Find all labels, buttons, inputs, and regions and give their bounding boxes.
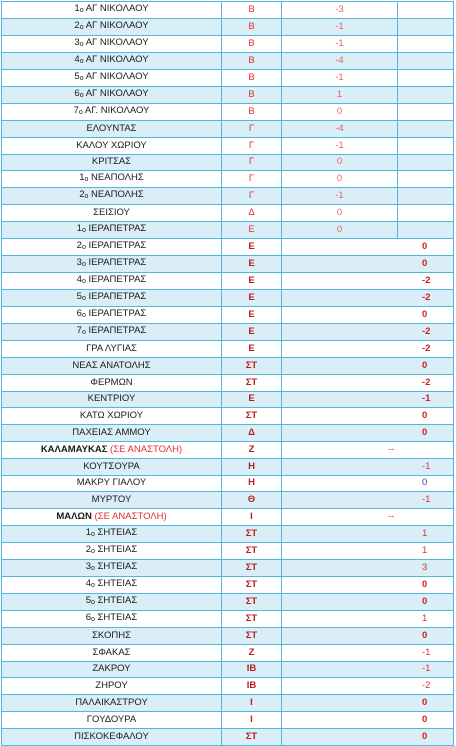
table-row <box>2 525 454 542</box>
category-cell: ΣΤ <box>222 559 282 576</box>
empty-cell <box>398 222 454 239</box>
ordinal-suffix: ο <box>91 564 95 572</box>
category-cell: Γ <box>222 137 282 154</box>
ordinal-number: 7 <box>76 325 82 337</box>
change-value-cell: -1 <box>282 36 398 53</box>
change-value-cell: 0 <box>282 425 454 442</box>
ordinal-number: 2 <box>85 543 91 555</box>
change-value-cell: 0 <box>282 307 454 324</box>
school-name: ΓΡΑ ΛΥΓΙΑΣ <box>86 343 137 355</box>
ordinal-number: 1 <box>79 172 85 184</box>
category-cell: ΣΤ <box>222 542 282 559</box>
school-name: ΑΓ ΝΙΚΟΛΑΟΥ <box>83 37 149 48</box>
change-value-cell: -2 <box>282 341 454 358</box>
change-value-cell: 0 <box>282 239 454 256</box>
change-value-cell: 0 <box>282 154 398 171</box>
table-row <box>2 188 454 205</box>
category-cell: Η <box>222 475 282 492</box>
table-row <box>2 559 454 576</box>
ordinal-number: 1 <box>85 526 91 538</box>
category-cell: Γ <box>222 188 282 205</box>
ordinal-suffix: ο <box>81 261 86 269</box>
ordinal-suffix: ο <box>79 41 84 48</box>
category-cell: ΙΒ <box>222 678 282 695</box>
change-value-cell: 0 <box>282 593 454 610</box>
change-value-cell: 0 <box>282 695 454 712</box>
category-cell: Β <box>222 70 282 87</box>
table-row <box>2 154 454 171</box>
category-cell: Ε <box>222 256 282 273</box>
category-cell: Γ <box>222 121 282 138</box>
ordinal-suffix: ο <box>84 176 89 184</box>
category-cell: Γ <box>222 154 282 171</box>
table-row <box>2 324 454 341</box>
school-name-cell <box>2 19 222 36</box>
school-name: ΑΓ. ΝΙΚΟΛΑΟΥ <box>82 105 150 116</box>
school-name: ΠΑΛΑΙΚΑΣΤΡΟΥ <box>75 697 148 709</box>
table-row <box>2 425 454 442</box>
empty-cell <box>398 2 454 19</box>
empty-cell <box>398 70 454 87</box>
ordinal-number: 1 <box>74 3 80 14</box>
ordinal-suffix: ο <box>79 7 84 14</box>
table-row <box>2 171 454 188</box>
table-row <box>2 341 454 358</box>
change-value-cell: -1 <box>282 492 454 509</box>
school-name-cell <box>2 627 222 644</box>
school-name: ΜΑΚΡΥ ΓΙΑΛΟΥ <box>76 477 147 489</box>
category-cell: Ι <box>222 711 282 728</box>
table-row <box>2 610 454 627</box>
category-cell: ΣΤ <box>222 728 282 745</box>
ordinal-suffix: ο <box>81 227 86 235</box>
category-cell: Β <box>222 87 282 104</box>
school-name: ΜΑΛΩΝ <box>56 511 92 523</box>
school-name: ΣΚΟΠΗΣ <box>92 629 131 641</box>
table-row <box>2 408 454 425</box>
school-name-cell <box>2 728 222 745</box>
school-name: ΣΗΤΕΙΑΣ <box>94 560 138 572</box>
ordinal-suffix: ο <box>81 329 86 337</box>
empty-cell <box>398 121 454 138</box>
table-row <box>2 307 454 324</box>
ordinal-suffix: ο <box>91 598 95 606</box>
ordinal-suffix: ο <box>81 244 86 252</box>
change-value-cell: -2 <box>282 273 454 290</box>
change-value-cell: 3 <box>282 559 454 576</box>
school-name: ΙΕΡΑΠΕΤΡΑΣ <box>85 308 147 320</box>
table-row <box>2 222 454 239</box>
category-cell: Ε <box>222 222 282 239</box>
category-cell: Ε <box>222 324 282 341</box>
change-value-cell: 0 <box>282 256 454 273</box>
change-value-cell: -1 <box>282 19 398 36</box>
school-name: ΣΕΙΣΙΟΥ <box>93 207 130 219</box>
school-name-cell <box>2 137 222 154</box>
school-name: ΠΑΧΕΙΑΣ ΑΜΜΟΥ <box>72 427 151 439</box>
school-name-cell <box>2 610 222 627</box>
empty-cell <box>398 137 454 154</box>
empty-cell <box>398 53 454 70</box>
category-cell: Β <box>222 53 282 70</box>
school-name-cell <box>2 104 222 121</box>
category-cell: Δ <box>222 425 282 442</box>
school-table <box>1 1 454 746</box>
change-value-cell: 1 <box>282 542 454 559</box>
ordinal-number: 5 <box>85 594 91 606</box>
school-name: ΣΗΤΕΙΑΣ <box>94 543 138 555</box>
change-value-cell: -4 <box>282 121 398 138</box>
change-value-cell: -1 <box>282 137 398 154</box>
empty-cell <box>398 171 454 188</box>
category-cell: ΣΤ <box>222 357 282 374</box>
school-name-cell <box>2 154 222 171</box>
table-row <box>2 475 454 492</box>
empty-cell <box>398 154 454 171</box>
change-value-cell: 0 <box>282 627 454 644</box>
school-name: ΝΕΑΠΟΛΗΣ <box>88 189 144 201</box>
school-name: ΙΕΡΑΠΕΤΡΑΣ <box>85 325 147 337</box>
table-row <box>2 357 454 374</box>
school-name: ΦΕΡΜΩΝ <box>90 376 133 388</box>
school-name-cell <box>2 171 222 188</box>
school-name: ΑΓ ΝΙΚΟΛΑΟΥ <box>83 71 149 82</box>
school-name-cell <box>2 2 222 19</box>
school-name: ΝΕΑΣ ΑΝΑΤΟΛΗΣ <box>72 359 151 371</box>
change-value-cell: -- <box>282 509 454 526</box>
category-cell: ΣΤ <box>222 576 282 593</box>
change-value-cell: 0 <box>282 475 454 492</box>
school-name-cell <box>2 492 222 509</box>
category-cell: ΣΤ <box>222 610 282 627</box>
ordinal-suffix: ο <box>79 92 84 99</box>
empty-cell <box>398 36 454 53</box>
ordinal-suffix: ο <box>84 193 89 201</box>
ordinal-number: 3 <box>74 37 80 48</box>
school-name: ΓΟΥΔΟΥΡΑ <box>86 713 137 725</box>
school-name: ΑΓ ΝΙΚΟΛΑΟΥ <box>83 3 149 14</box>
category-cell: Β <box>222 36 282 53</box>
ordinal-suffix: ο <box>79 58 84 65</box>
school-name: ΕΛΟΥΝΤΑΣ <box>86 122 137 134</box>
table-row <box>2 273 454 290</box>
ordinal-suffix: ο <box>91 615 95 623</box>
category-cell: Ε <box>222 341 282 358</box>
ordinal-number: 6 <box>85 611 91 623</box>
category-cell: Ε <box>222 391 282 408</box>
school-name: ΙΕΡΑΠΕΤΡΑΣ <box>85 274 147 286</box>
change-value-cell: 0 <box>282 222 398 239</box>
school-name-cell <box>2 256 222 273</box>
school-name-cell <box>2 408 222 425</box>
table-row <box>2 121 454 138</box>
table-row <box>2 441 454 458</box>
school-name-cell <box>2 121 222 138</box>
ordinal-suffix: ο <box>91 581 95 589</box>
table-row <box>2 644 454 661</box>
table-row <box>2 458 454 475</box>
school-name-cell <box>2 36 222 53</box>
category-cell: Ζ <box>222 644 282 661</box>
category-cell: Β <box>222 104 282 121</box>
change-value-cell: 0 <box>282 576 454 593</box>
table-row <box>2 290 454 307</box>
school-name-cell <box>2 425 222 442</box>
school-name: ΑΓ ΝΙΚΟΛΑΟΥ <box>83 54 149 65</box>
category-cell: ΣΤ <box>222 525 282 542</box>
school-name-cell <box>2 70 222 87</box>
table-row <box>2 70 454 87</box>
category-cell: Η <box>222 458 282 475</box>
school-name-cell <box>2 576 222 593</box>
table-body <box>2 2 454 746</box>
school-name-cell <box>2 53 222 70</box>
ordinal-number: 2 <box>74 20 80 31</box>
school-name: ΣΗΤΕΙΑΣ <box>94 594 138 606</box>
table-row <box>2 53 454 70</box>
category-cell: ΣΤ <box>222 374 282 391</box>
school-name-cell <box>2 341 222 358</box>
school-name-cell <box>2 273 222 290</box>
category-cell: ΣΤ <box>222 627 282 644</box>
school-name-cell <box>2 695 222 712</box>
category-cell: ΣΤ <box>222 593 282 610</box>
category-cell: Ι <box>222 509 282 526</box>
change-value-cell: -1 <box>282 391 454 408</box>
table-row <box>2 678 454 695</box>
category-cell: Θ <box>222 492 282 509</box>
suspension-note: (ΣΕ ΑΝΑΣΤΟΛΗ) <box>107 443 183 455</box>
category-cell: Ε <box>222 239 282 256</box>
school-name: ΑΓ ΝΙΚΟΛΑΟΥ <box>83 20 149 31</box>
school-name: ΑΓ ΝΙΚΟΛΑΟΥ <box>83 88 149 99</box>
table-row <box>2 711 454 728</box>
category-cell: Β <box>222 19 282 36</box>
empty-cell <box>398 188 454 205</box>
change-value-cell: -1 <box>282 661 454 678</box>
school-name: ΚΡΙΤΣΑΣ <box>91 156 132 168</box>
ordinal-suffix: ο <box>81 278 86 286</box>
category-cell: ΙΒ <box>222 661 282 678</box>
table-row <box>2 509 454 526</box>
table-row <box>2 374 454 391</box>
table-row <box>2 542 454 559</box>
school-name: ΖΗΡΟΥ <box>95 680 128 692</box>
school-name-cell <box>2 222 222 239</box>
ordinal-number: 3 <box>85 560 91 572</box>
change-value-cell: -1 <box>282 644 454 661</box>
table-row <box>2 36 454 53</box>
table-row <box>2 205 454 222</box>
table-row <box>2 87 454 104</box>
school-name-cell <box>2 374 222 391</box>
suspension-note: (ΣΕ ΑΝΑΣΤΟΛΗ) <box>91 511 167 523</box>
table-row <box>2 695 454 712</box>
school-name: ΚΕΝΤΡΙΟΥ <box>87 393 136 405</box>
category-cell: ΣΤ <box>222 408 282 425</box>
school-table-container <box>1 1 456 746</box>
school-name-cell <box>2 324 222 341</box>
empty-cell <box>398 205 454 222</box>
ordinal-number: 2 <box>76 240 82 252</box>
school-name-cell <box>2 188 222 205</box>
school-name-cell <box>2 559 222 576</box>
ordinal-number: 4 <box>85 577 91 589</box>
school-name-cell <box>2 307 222 324</box>
ordinal-suffix: ο <box>78 109 83 116</box>
school-name-cell <box>2 509 222 526</box>
ordinal-number: 1 <box>76 223 82 235</box>
school-name: ΣΗΤΕΙΑΣ <box>94 611 138 623</box>
change-value-cell: -1 <box>282 458 454 475</box>
school-name: ΖΑΚΡΟΥ <box>92 663 131 675</box>
school-name-cell <box>2 678 222 695</box>
school-name: ΚΑΤΩ ΧΩΡΙΟΥ <box>79 410 144 422</box>
ordinal-suffix: ο <box>79 24 84 31</box>
change-value-cell: -2 <box>282 290 454 307</box>
ordinal-number: 4 <box>76 274 82 286</box>
category-cell: Ε <box>222 273 282 290</box>
table-row <box>2 728 454 745</box>
ordinal-number: 3 <box>76 257 82 269</box>
school-name: ΚΑΛΑΜΑΥΚΑΣ <box>40 443 108 455</box>
ordinal-number: 4 <box>74 54 80 65</box>
change-value-cell: -2 <box>282 324 454 341</box>
ordinal-suffix: ο <box>81 295 86 303</box>
table-row <box>2 104 454 121</box>
table-row <box>2 593 454 610</box>
ordinal-number: 6 <box>76 308 82 320</box>
school-name-cell <box>2 357 222 374</box>
ordinal-suffix: ο <box>91 530 95 538</box>
school-name: ΣΗΤΕΙΑΣ <box>94 577 138 589</box>
ordinal-number: 7 <box>73 105 79 116</box>
category-cell: Δ <box>222 205 282 222</box>
school-name-cell <box>2 87 222 104</box>
ordinal-suffix: ο <box>81 312 86 320</box>
category-cell: Β <box>222 2 282 19</box>
school-name-cell <box>2 205 222 222</box>
category-cell: Ε <box>222 290 282 307</box>
school-name-cell <box>2 542 222 559</box>
change-value-cell: 0 <box>282 728 454 745</box>
change-value-cell: 0 <box>282 408 454 425</box>
school-name-cell <box>2 239 222 256</box>
school-name-cell <box>2 290 222 307</box>
change-value-cell: -2 <box>282 678 454 695</box>
ordinal-number: 2 <box>79 189 85 201</box>
change-value-cell: 0 <box>282 357 454 374</box>
ordinal-number: 5 <box>74 71 80 82</box>
school-name-cell <box>2 391 222 408</box>
category-cell: Ζ <box>222 441 282 458</box>
table-row <box>2 576 454 593</box>
table-row <box>2 661 454 678</box>
empty-cell <box>398 104 454 121</box>
school-name-cell <box>2 458 222 475</box>
empty-cell <box>398 87 454 104</box>
ordinal-suffix: ο <box>79 75 84 82</box>
school-name: ΚΑΛΟΥ ΧΩΡΙΟΥ <box>76 139 147 151</box>
school-name: ΠΙΣΚΟΚΕΦΑΛΟΥ <box>74 730 149 742</box>
change-value-cell: -1 <box>282 188 398 205</box>
table-row <box>2 239 454 256</box>
table-row <box>2 19 454 36</box>
school-name: ΙΕΡΑΠΕΤΡΑΣ <box>85 223 147 235</box>
change-value-cell: 1 <box>282 525 454 542</box>
ordinal-number: 5 <box>76 291 82 303</box>
table-row <box>2 2 454 19</box>
school-name-cell <box>2 441 222 458</box>
change-value-cell: 0 <box>282 205 398 222</box>
change-value-cell: 1 <box>282 610 454 627</box>
table-row <box>2 492 454 509</box>
school-name: ΙΕΡΑΠΕΤΡΑΣ <box>85 240 147 252</box>
category-cell: Γ <box>222 171 282 188</box>
school-name: ΙΕΡΑΠΕΤΡΑΣ <box>85 291 147 303</box>
change-value-cell: 0 <box>282 711 454 728</box>
school-name: ΣΦΑΚΑΣ <box>92 646 131 658</box>
table-row <box>2 256 454 273</box>
change-value-cell: -1 <box>282 70 398 87</box>
change-value-cell: -- <box>282 441 454 458</box>
table-row <box>2 137 454 154</box>
empty-cell <box>398 19 454 36</box>
school-name-cell <box>2 644 222 661</box>
school-name-cell <box>2 711 222 728</box>
school-name-cell <box>2 593 222 610</box>
change-value-cell: -2 <box>282 374 454 391</box>
change-value-cell: -4 <box>282 53 398 70</box>
category-cell: Ι <box>222 695 282 712</box>
category-cell: Ε <box>222 307 282 324</box>
school-name: ΜΥΡΤΟΥ <box>91 494 132 506</box>
change-value-cell: -3 <box>282 2 398 19</box>
school-name-cell <box>2 661 222 678</box>
ordinal-suffix: ο <box>91 547 95 555</box>
school-name: ΙΕΡΑΠΕΤΡΑΣ <box>85 257 147 269</box>
table-row <box>2 627 454 644</box>
change-value-cell: 0 <box>282 171 398 188</box>
ordinal-number: 6 <box>74 88 80 99</box>
table-row <box>2 391 454 408</box>
change-value-cell: 0 <box>282 104 398 121</box>
school-name: ΣΗΤΕΙΑΣ <box>94 526 138 538</box>
school-name-cell <box>2 525 222 542</box>
school-name: ΚΟΥΤΣΟΥΡΑ <box>83 460 140 472</box>
school-name: ΝΕΑΠΟΛΗΣ <box>88 172 144 184</box>
change-value-cell: 1 <box>282 87 398 104</box>
school-name-cell <box>2 475 222 492</box>
